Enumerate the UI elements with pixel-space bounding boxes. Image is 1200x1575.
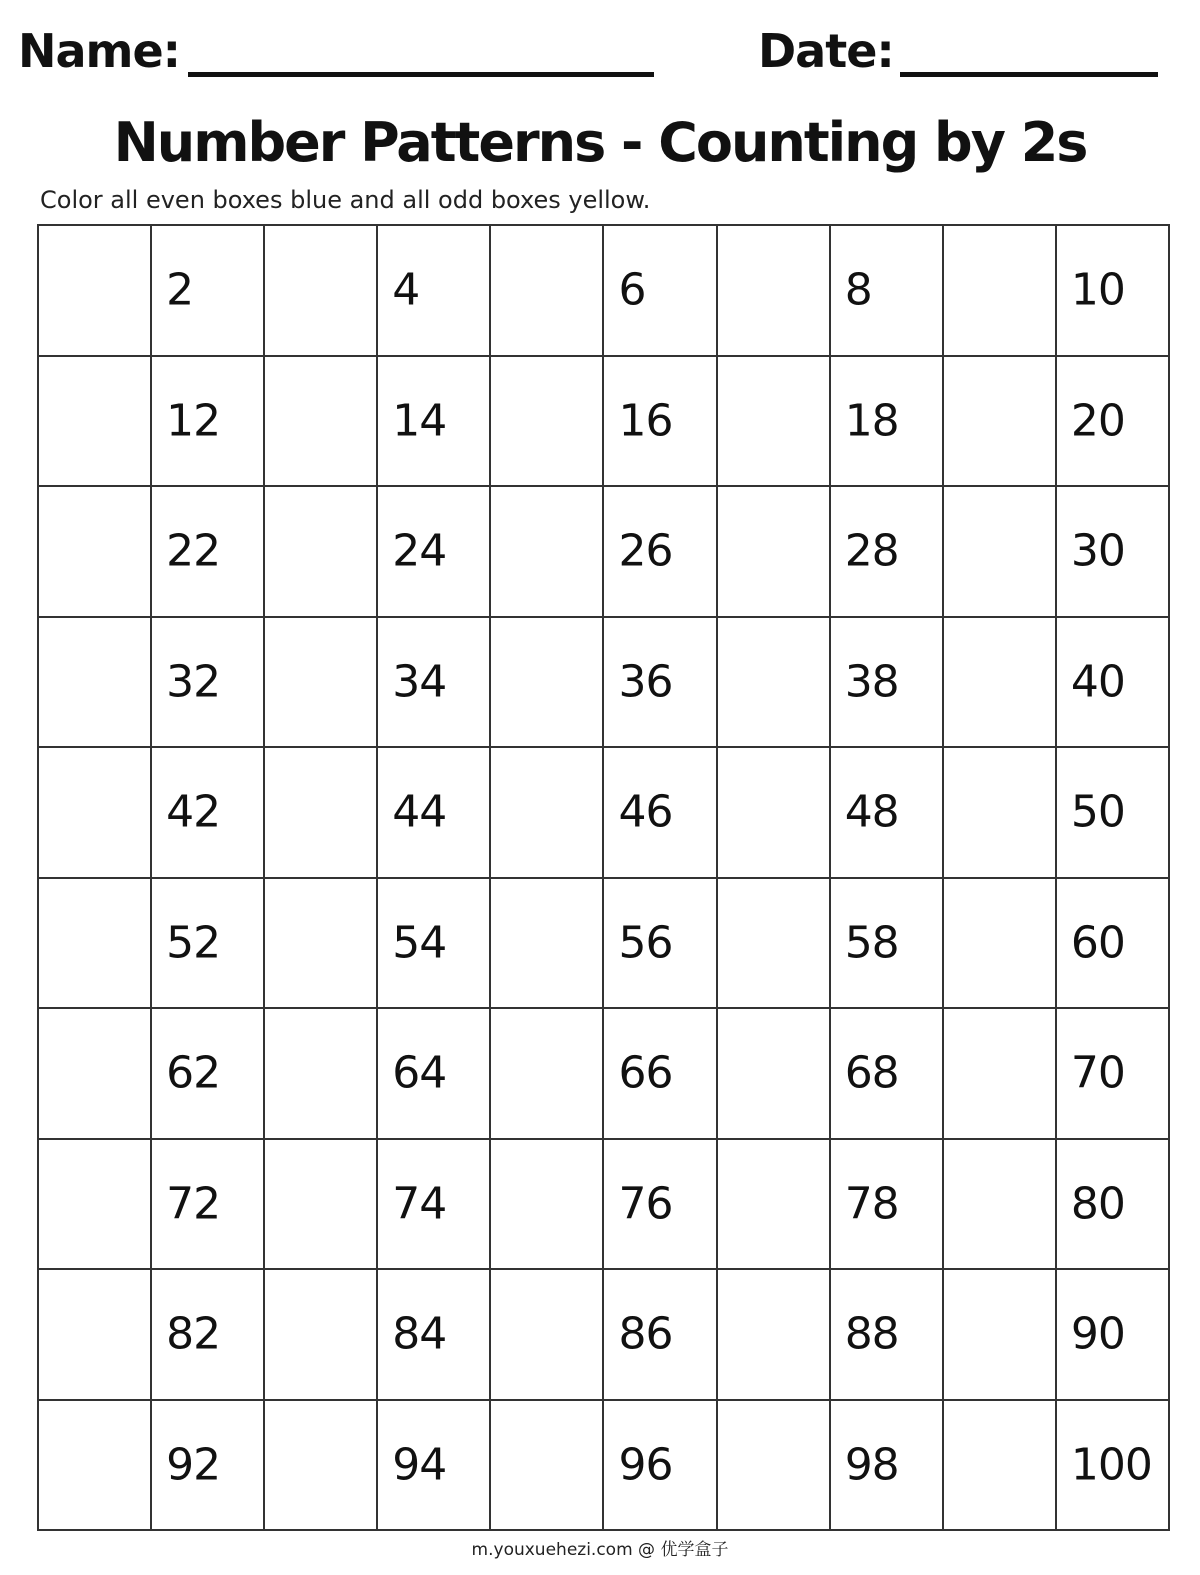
grid-cell[interactable] xyxy=(491,1140,604,1271)
cell-number: 48 xyxy=(844,786,899,838)
cell-number: 84 xyxy=(392,1308,447,1360)
cell-number: 88 xyxy=(844,1308,899,1360)
cell-number: 32 xyxy=(166,656,221,708)
grid-cell[interactable] xyxy=(718,1009,831,1140)
grid-cell[interactable] xyxy=(152,1270,265,1401)
grid-cell[interactable] xyxy=(152,618,265,749)
grid-cell[interactable] xyxy=(265,1140,378,1271)
grid-cell[interactable] xyxy=(1057,226,1170,357)
grid-cell[interactable] xyxy=(265,618,378,749)
grid-cell[interactable] xyxy=(1057,879,1170,1010)
cell-number: 72 xyxy=(166,1178,221,1230)
grid-cell[interactable] xyxy=(378,618,491,749)
grid-cell[interactable] xyxy=(152,748,265,879)
grid-cell[interactable] xyxy=(39,226,152,357)
cell-number: 16 xyxy=(618,395,673,447)
grid-cell[interactable] xyxy=(39,1270,152,1401)
cell-number: 64 xyxy=(392,1047,447,1099)
grid-cell[interactable] xyxy=(604,1270,717,1401)
grid-cell[interactable] xyxy=(152,487,265,618)
grid-cell[interactable] xyxy=(604,226,717,357)
grid-cell[interactable] xyxy=(491,357,604,488)
grid-cell[interactable] xyxy=(152,1140,265,1271)
grid-cell[interactable] xyxy=(831,618,944,749)
grid-cell[interactable] xyxy=(944,487,1057,618)
cell-number: 92 xyxy=(166,1439,221,1491)
cell-number: 30 xyxy=(1070,525,1125,577)
grid-cell[interactable] xyxy=(831,1009,944,1140)
cell-number: 42 xyxy=(166,786,221,838)
grid-cell[interactable] xyxy=(1057,748,1170,879)
cell-number: 70 xyxy=(1070,1047,1125,1099)
grid-cell[interactable] xyxy=(831,879,944,1010)
cell-number: 56 xyxy=(618,917,673,969)
grid-cell[interactable] xyxy=(604,748,717,879)
cell-number: 46 xyxy=(618,786,673,838)
cell-number: 74 xyxy=(392,1178,447,1230)
cell-number: 54 xyxy=(392,917,447,969)
worksheet-title: Number Patterns - Counting by 2s xyxy=(113,111,1087,174)
cell-number: 50 xyxy=(1070,786,1125,838)
grid-cell[interactable] xyxy=(944,1270,1057,1401)
grid-cell[interactable] xyxy=(604,1401,717,1532)
grid-cell[interactable] xyxy=(1057,1140,1170,1271)
grid-cell[interactable] xyxy=(39,487,152,618)
grid-cell[interactable] xyxy=(265,748,378,879)
grid-cell[interactable] xyxy=(831,1140,944,1271)
grid-cell[interactable] xyxy=(944,1009,1057,1140)
cell-number: 10 xyxy=(1070,264,1125,316)
cell-number: 78 xyxy=(844,1178,899,1230)
grid-cell[interactable] xyxy=(491,1401,604,1532)
grid-cell[interactable] xyxy=(378,487,491,618)
grid-cell[interactable] xyxy=(718,1140,831,1271)
grid-cell[interactable] xyxy=(39,748,152,879)
number-grid xyxy=(37,224,1170,1531)
grid-cell[interactable] xyxy=(718,618,831,749)
name-label: Name: xyxy=(18,24,181,78)
grid-cell[interactable] xyxy=(378,357,491,488)
grid-cell[interactable] xyxy=(831,487,944,618)
grid-cell[interactable] xyxy=(152,1009,265,1140)
grid-cell[interactable] xyxy=(378,748,491,879)
grid-cell[interactable] xyxy=(39,357,152,488)
date-write-line[interactable] xyxy=(900,72,1158,77)
cell-number: 44 xyxy=(392,786,447,838)
cell-number: 38 xyxy=(844,656,899,708)
cell-number: 60 xyxy=(1070,917,1125,969)
cell-number: 28 xyxy=(844,525,899,577)
grid-cell[interactable] xyxy=(944,1140,1057,1271)
grid-cell[interactable] xyxy=(944,1401,1057,1532)
cell-number: 24 xyxy=(392,525,447,577)
grid-cell[interactable] xyxy=(152,1401,265,1532)
grid-cell[interactable] xyxy=(944,618,1057,749)
cell-number: 96 xyxy=(618,1439,673,1491)
grid-cell[interactable] xyxy=(1057,1401,1170,1532)
grid-cell[interactable] xyxy=(39,618,152,749)
cell-number: 18 xyxy=(844,395,899,447)
cell-number: 2 xyxy=(166,264,194,316)
grid-cell[interactable] xyxy=(1057,357,1170,488)
cell-number: 80 xyxy=(1070,1178,1125,1230)
cell-number: 26 xyxy=(618,525,673,577)
cell-number: 90 xyxy=(1070,1308,1125,1360)
cell-number: 86 xyxy=(618,1308,673,1360)
grid-cell[interactable] xyxy=(491,748,604,879)
date-label: Date: xyxy=(758,24,894,78)
instructions: Color all even boxes blue and all odd boxes yellow. xyxy=(40,186,651,214)
grid-cell[interactable] xyxy=(718,1270,831,1401)
cell-number: 100 xyxy=(1070,1439,1152,1491)
grid-cell[interactable] xyxy=(265,226,378,357)
cell-number: 98 xyxy=(844,1439,899,1491)
grid-cell[interactable] xyxy=(604,1140,717,1271)
grid-cell[interactable] xyxy=(831,357,944,488)
cell-number: 58 xyxy=(844,917,899,969)
grid-cell[interactable] xyxy=(944,357,1057,488)
grid-cell[interactable] xyxy=(718,1401,831,1532)
grid-cell[interactable] xyxy=(831,1270,944,1401)
cell-number: 4 xyxy=(392,264,420,316)
cell-number: 66 xyxy=(618,1047,673,1099)
grid-cell[interactable] xyxy=(831,226,944,357)
grid-cell[interactable] xyxy=(944,748,1057,879)
grid-cell[interactable] xyxy=(1057,1009,1170,1140)
grid-cell[interactable] xyxy=(718,487,831,618)
grid-cell[interactable] xyxy=(1057,487,1170,618)
grid-cell[interactable] xyxy=(378,1401,491,1532)
cell-number: 8 xyxy=(844,264,872,316)
grid-cell[interactable] xyxy=(265,487,378,618)
grid-cell[interactable] xyxy=(378,1009,491,1140)
grid-cell[interactable] xyxy=(39,879,152,1010)
grid-cell[interactable] xyxy=(718,879,831,1010)
grid-cell[interactable] xyxy=(265,1401,378,1532)
grid-cell[interactable] xyxy=(604,1009,717,1140)
grid-cell[interactable] xyxy=(944,226,1057,357)
grid-cell[interactable] xyxy=(378,1270,491,1401)
grid-cell[interactable] xyxy=(604,357,717,488)
grid-cell[interactable] xyxy=(491,879,604,1010)
grid-cell[interactable] xyxy=(265,357,378,488)
cell-number: 82 xyxy=(166,1308,221,1360)
grid-cell[interactable] xyxy=(39,1140,152,1271)
grid-cell[interactable] xyxy=(39,1009,152,1140)
grid-cell[interactable] xyxy=(39,1401,152,1532)
grid-cell[interactable] xyxy=(718,357,831,488)
cell-number: 34 xyxy=(392,656,447,708)
cell-number: 94 xyxy=(392,1439,447,1491)
grid-cell[interactable] xyxy=(152,357,265,488)
cell-number: 62 xyxy=(166,1047,221,1099)
grid-cell[interactable] xyxy=(604,879,717,1010)
name-write-line[interactable] xyxy=(188,72,654,77)
grid-cell[interactable] xyxy=(378,879,491,1010)
cell-number: 14 xyxy=(392,395,447,447)
cell-number: 68 xyxy=(844,1047,899,1099)
grid-cell[interactable] xyxy=(152,879,265,1010)
cell-number: 20 xyxy=(1070,395,1125,447)
cell-number: 12 xyxy=(166,395,221,447)
grid-cell[interactable] xyxy=(491,226,604,357)
grid-cell[interactable] xyxy=(491,618,604,749)
grid-cell[interactable] xyxy=(491,1270,604,1401)
cell-number: 36 xyxy=(618,656,673,708)
grid-cell[interactable] xyxy=(718,226,831,357)
grid-cell[interactable] xyxy=(1057,618,1170,749)
grid-cell[interactable] xyxy=(378,1140,491,1271)
cell-number: 76 xyxy=(618,1178,673,1230)
grid-cell[interactable] xyxy=(265,1270,378,1401)
grid-cell[interactable] xyxy=(491,1009,604,1140)
grid-cell[interactable] xyxy=(604,487,717,618)
grid-cell[interactable] xyxy=(1057,1270,1170,1401)
grid-cell[interactable] xyxy=(718,748,831,879)
header-row xyxy=(18,20,1160,82)
grid-cell[interactable] xyxy=(491,487,604,618)
grid-cell[interactable] xyxy=(944,879,1057,1010)
grid-cell[interactable] xyxy=(265,879,378,1010)
grid-cell[interactable] xyxy=(378,226,491,357)
cell-number: 52 xyxy=(166,917,221,969)
cell-number: 22 xyxy=(166,525,221,577)
grid-cell[interactable] xyxy=(152,226,265,357)
grid-cell[interactable] xyxy=(265,1009,378,1140)
cell-number: 6 xyxy=(618,264,646,316)
grid-cell[interactable] xyxy=(604,618,717,749)
grid-cell[interactable] xyxy=(831,1401,944,1532)
grid-cell[interactable] xyxy=(831,748,944,879)
cell-number: 40 xyxy=(1070,656,1125,708)
footer-watermark: m.youxuehezi.com @ 优学盒子 xyxy=(471,1540,729,1560)
